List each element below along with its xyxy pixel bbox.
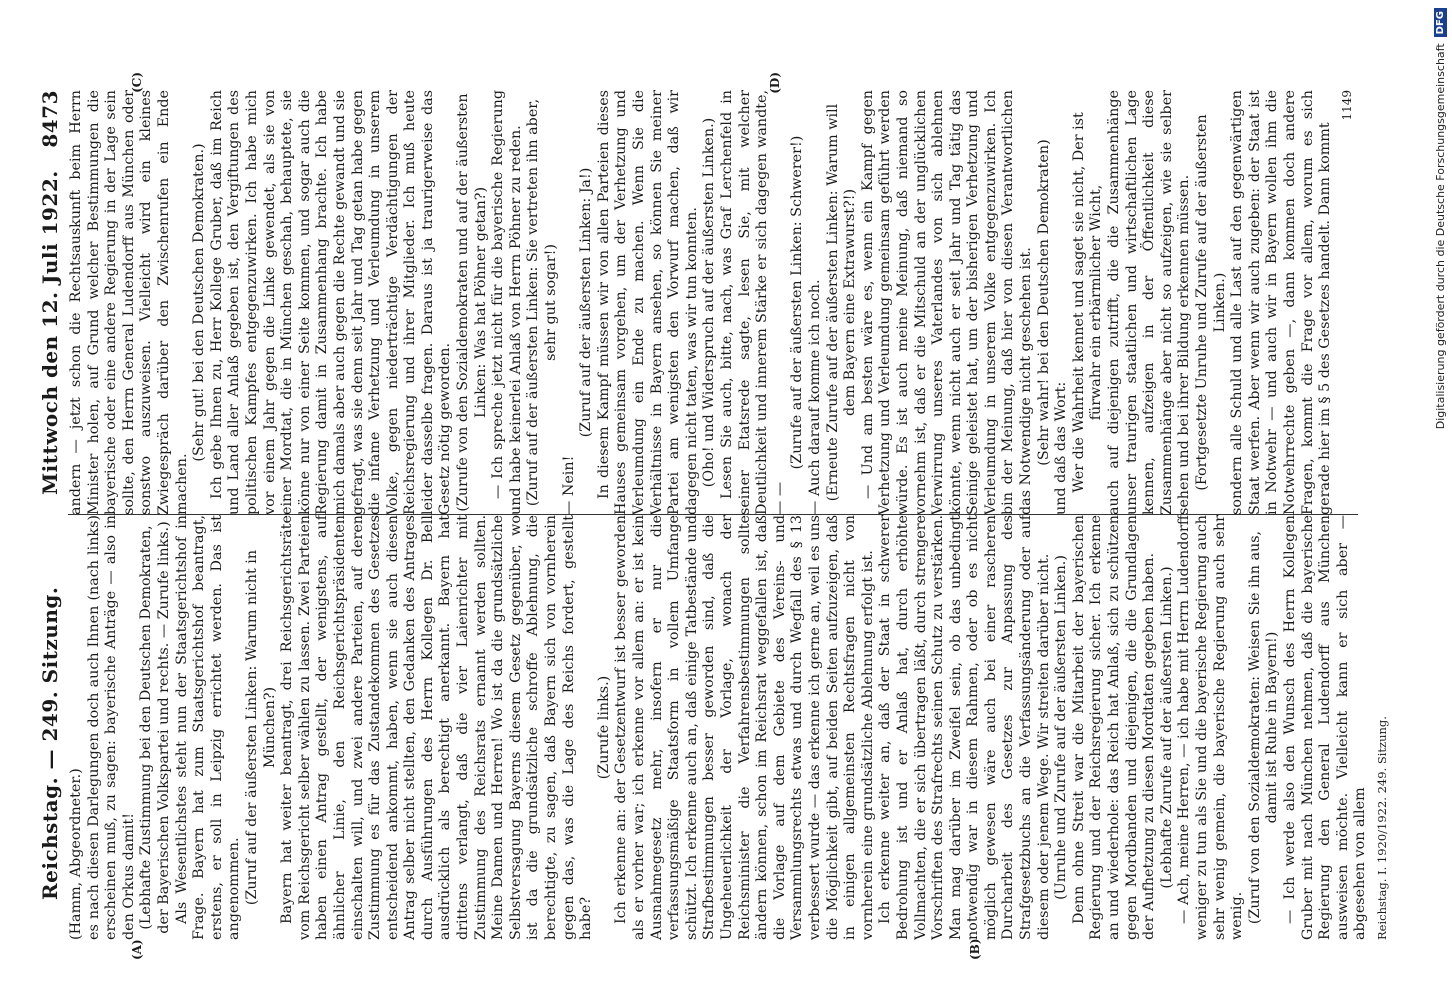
paragraph: Ich erkenne weiter an, daß der Staat in schwerer Bedrohung ist und er Anlaß hat, durch erhöhte Vollmachten, die er sich übertragen läßt, durch strengere Vorschriften des Strafrechts seinen Schutz zu verstärken. Man mag darüber im Zweifel sein, ob das unbedingt notwendig war in diesem Rahmen, oder ob es nicht möglich gewesen wäre auch bei einer rascheren Durcharbeit des Gesetzes zur Anpassung des Strafgesetzbuchs an die Verfassungsänderung oder auf diesem oder jenem Wege. Wir streiten darüber nicht. xyxy=(877,515,1052,940)
interjection: (Zuruf auf der äußersten Linken: Warum nicht in München?) xyxy=(243,549,278,906)
page-number: 8473 xyxy=(38,90,62,148)
interjection: (Zuruf auf der äußersten Linken: Sie vertreten ihn aber, sehr gut sogar!) xyxy=(525,98,560,507)
margin-marker-d: (D) xyxy=(768,72,782,94)
interjection: (Zuruf von den Sozialdemokraten: Weisen Sie ihn aus, damit ist Ruhe in Bayern!) xyxy=(1246,530,1281,925)
document-page xyxy=(18,70,1418,960)
interjection: (Unruhe und Zurufe auf der äußersten Linken.) xyxy=(1053,555,1070,900)
interjection: (Lebhafte Zurufe auf der äußersten Linken.) xyxy=(1158,566,1175,889)
interjection: (Zuruf auf der äußersten Linken: Ja!) xyxy=(578,167,595,438)
right-column xyxy=(68,90,1358,515)
running-title: Reichstag. — 249. Sitzung. xyxy=(38,586,62,900)
paragraph: Bayern hat weiter beantragt, drei Reichsgerichtsräte vom Reichsgericht selber wählen zu lassen. Zwei Parteien haben einen Antrag gestellt, der wenigstens, auf ähnlicher Linie, den Reichsgerichtspräsidenten einschalten will, und zwei andere Parteien, auf deren Zustimmung es für das Zustandekommen des Gesetzes entscheidend ankommt, haben, wenn sie auch diesen Antrag selber nicht stellten, den Gedanken des Antrages durch Ausführungen des Herrn Kollegen Dr. Bell ausdrücklich als berechtigt anerkannt. Bayern hat drittens verlangt, daß die vier Laienrichter mit Zustimmung des Reichsrats ernannt werden sollten. Meine Damen und Herren! Wo ist da die grundsätzliche Selbstversagung Bayerns diesem Gesetz gegenüber, wo ist da die grundsätzliche schroffe Ablehnung, die berechtigte, zu sagen, daß Bayern sich von vornherein gegen das, was die Lage des Reichs fordert, gestellt habe? xyxy=(279,515,595,940)
paragraph: sondern alle Schuld und alle Last auf den gegenwärtigen Staat werfen. Aber wenn wir auch zugeben: der Staat ist in Notwehr — und auch wir in Bayern wollen ihm die Notwehrrechte geben —, dann kommen doch andere Fragen, kommt die Frage vor allem, worum es sich gerade hier im § 5 des Gesetzes handelt. Dann kommt xyxy=(1229,90,1334,515)
paragraph: — Ich werde also den Wunsch des Herrn Kollegen Gruber mit nach München nehmen, daß die bayerische Regierung den General Ludendorff aus München ausweisen möchte. Vielleicht kann er sich aber — abgesehen von allem xyxy=(1281,515,1369,940)
interjection: (Erneute Zurufe auf der äußersten Linken: Warum will dem Bayern eine Extrawurst?!) xyxy=(824,103,859,502)
speaker-line: (Hamm, Abgeordneter.) xyxy=(68,768,84,940)
sheet-number: 1149 xyxy=(1339,90,1354,121)
interjection: (Sehr gut! bei den Deutschen Demokraten.) xyxy=(191,143,208,462)
header-right xyxy=(38,90,62,495)
paragraph: Lesen Sie auch, bitte, nach, was Graf Lerchenfeld in seiner Etatsrede sagte, lesen Sie, mit welcher Deutlichkeit und innerem Stärke er sich dagegen wandte, — — xyxy=(718,90,788,515)
paragraph: In diesem Kampf müssen wir von allen Parteien dieses Hauses gemeinsam vorgehen, um der Verhetzung und Verleumdung ein Ende zu machen. Wenn Sie die Verhältnisse in Bayern ansehen, so können Sie meiner Partei am wenigsten den Vorwurf machen, daß wir dagegen nicht taten, was wir tun konnten. xyxy=(595,90,700,515)
paragraph: — Nein! xyxy=(560,455,577,515)
paragraph: und daß das Wort: xyxy=(1053,381,1070,515)
margin-marker-a: (A) xyxy=(130,939,144,960)
interjection: (Sehr wahr! bei den Deutschen Demokraten) xyxy=(1035,139,1052,466)
verse-quote: Wer die Wahrheit kennet und saget sie nicht, Der ist fürwahr ein erbärmlicher Wicht, xyxy=(1070,112,1105,493)
left-column xyxy=(68,515,1389,940)
column-divider xyxy=(68,514,1358,515)
interjection: (Zurufe von den Sozialdemokraten und auf der äußersten Linken: Was hat Pöhner getan?) xyxy=(455,93,489,512)
two-columns xyxy=(68,72,1389,960)
paragraph: Als Wesentlichstes steht nun der Staatsgerichtshof in Frage. Bayern hat zum Staatsgerichtshof beantragt, erstens, er soll in Leipzig errichtet werden. Das ist angenommen. xyxy=(173,515,243,940)
interjection: (Zurufe links.) xyxy=(595,675,612,780)
header-left xyxy=(38,495,62,940)
paragraph: es nach diesen Darlegungen doch auch Ihnen (nach links) erscheinen muß, zu sagen: bayerische Anträge — also in den Orkus damit! xyxy=(85,515,137,940)
funding-notice: Digitalisierung gefördert durch die Deutsche Forschungsgemeinschaft xyxy=(1433,43,1447,430)
interjection: (Lebhafte Zustimmung bei den Deutschen Demokraten, der Bayerischen Volkspartei und rechts. — Zurufe links.) xyxy=(138,521,172,934)
page-header xyxy=(38,90,68,940)
paragraph: — Ach, meine Herren, — ich habe mit Herrn Ludendorff weniger zu tun als Sie und die bayerische Regierung auch sehr wenig gemein, die bayerische Regierung auch sehr wenig. xyxy=(1176,515,1246,940)
page-footer: Reichstag. I. 1920/1922. 249. Sitzung. xyxy=(1374,716,1389,940)
session-date: Mittwoch den 12. Juli 1922. xyxy=(38,170,62,495)
paragraph: — Und am besten wäre es, wenn ein Kampf gegen Verhetzung und Verleumdung gemeinsam geführt werden würde. Es ist auch meine Meinung, daß niemand so vornehm ist, daß er die Mitschuld an der unglücklichen Verwirrung unseres Vaterlandes von sich ablehnen könnte, wenn nicht auch er seit Jahr und Tag tätig das Seinige geleistet hat, um der bisherigen Verhetzung und Verleumdung in unserem Volke entgegenzuwirken. Ich bin der Meinung, daß hier von diesen Verantwortlichen das Notwendige nicht geschehen ist. xyxy=(859,90,1035,515)
digitization-stamp xyxy=(1406,8,1447,993)
paragraph: andern — jetzt schon die Rechtsauskunft beim Herrn Minister holen, auf Grund welcher Bestimmungen die bayerische oder eine andere Regierung in der Lage sein sollte, den Herrn General Ludendorff aus München oder sonstwo auszuweisen. Vielleicht wird ein kleines Zwiegespräch darüber den Zwischenrufen ein Ende machen. xyxy=(68,90,190,515)
interjection: (Zurufe auf der äußersten Linken: Schwerer!) xyxy=(789,135,806,470)
margin-marker-b: (B) xyxy=(968,938,982,960)
paragraph: — Ich spreche jetzt nicht für die bayerische Regierung und habe keinerlei Anlaß von Herrn Pöhner zu reden. xyxy=(490,90,524,515)
paragraph: Ich gebe Ihnen zu, Herr Kollege Gruber, daß im Reich und Land aller Anlaß gegeben ist, den Vergiftungen des politischen Kampfes entgegenzuwirken. Ich habe mich vor einem Jahr gegen die Linke gewendet, als sie von einer Mordtat, die in München geschah, behauptete, sie könne nur von einer Seite kommen, und sogar auch die Regierung damit in Zusammenhang brachte. Ich habe mich damals aber auch gegen die Rechte gewandt und sie gefragt, was sie denn seit Jahr und Tag getan habe gegen die infame Verhetzung und Verleumdung in unserem Volke, gegen niederträchtige Verdächtigungen der Reichsregierung und ihrer Mitglieder. Ich muß heute leider dasselbe fragen. Daraus ist ja traurigerweise das Gesetz nötig geworden. xyxy=(208,90,454,515)
interjection: (Fortgesetzte Unruhe und Zurufe auf der äußersten Linken.) xyxy=(1194,114,1228,491)
interjection: (Oho! und Widerspruch auf der äußersten Linken.) xyxy=(701,117,718,488)
paragraph: auch auf diejenigen zutrifft, die die Zusammenhänge unser traurigen staatlichen und wirtschaftlichen Lage kennen, aufzeigen in der Öffentlichkeit diese Zusammenhänge aber nicht so aufzeigen, wie sie selber sehen und bei ihrer Bildung erkennen müssen. xyxy=(1106,90,1193,515)
paragraph: — Auch darauf komme ich noch. xyxy=(806,279,823,515)
paragraph: Ich erkenne an: der Gesetzentwurf ist besser geworden als er vorher war; ich erkenne vor allem an: er ist kein Ausnahmegesetz mehr, insofern er nur die verfassungsmäßige Staatsform in vollem Umfange schützt. Ich erkenne auch an, daß einige Tatbestände und Strafbestimmungen besser geworden sind, daß die Ungeheuerlichkeit der Vorlage, wonach der Reichsminister die Verfahrensbestimmungen sollte ändern können, schon im Reichsrat weggefallen ist, daß die Vorlage auf dem Gebiete des Vereins- und Versammlungsrechts etwas und durch Wegfall des § 13 verbessert wurde — das erkenne ich gerne an, weil es uns die Möglichkeit gibt, auf beiden Seiten aufzuzeigen, daß in einigen allgemeinsten Rechtsfragen nicht von vornherein eine grundsätzliche Ablehnung erfolgt ist. xyxy=(613,515,876,940)
margin-marker-c: (C) xyxy=(130,72,144,93)
dfg-logo: DFG xyxy=(1434,8,1447,37)
paragraph: Denn ohne Streit war die Mitarbeit der bayerischen Regierung und der Reichsregierung sicher. Ich erkenne an und wiederhole: das Reich hat Anlaß, sich zu schützen gegen Mordbanden und diejenigen, die die Grundlagen der Aufhetzung zu diesen Mordtaten gegeben haben. xyxy=(1070,515,1158,940)
